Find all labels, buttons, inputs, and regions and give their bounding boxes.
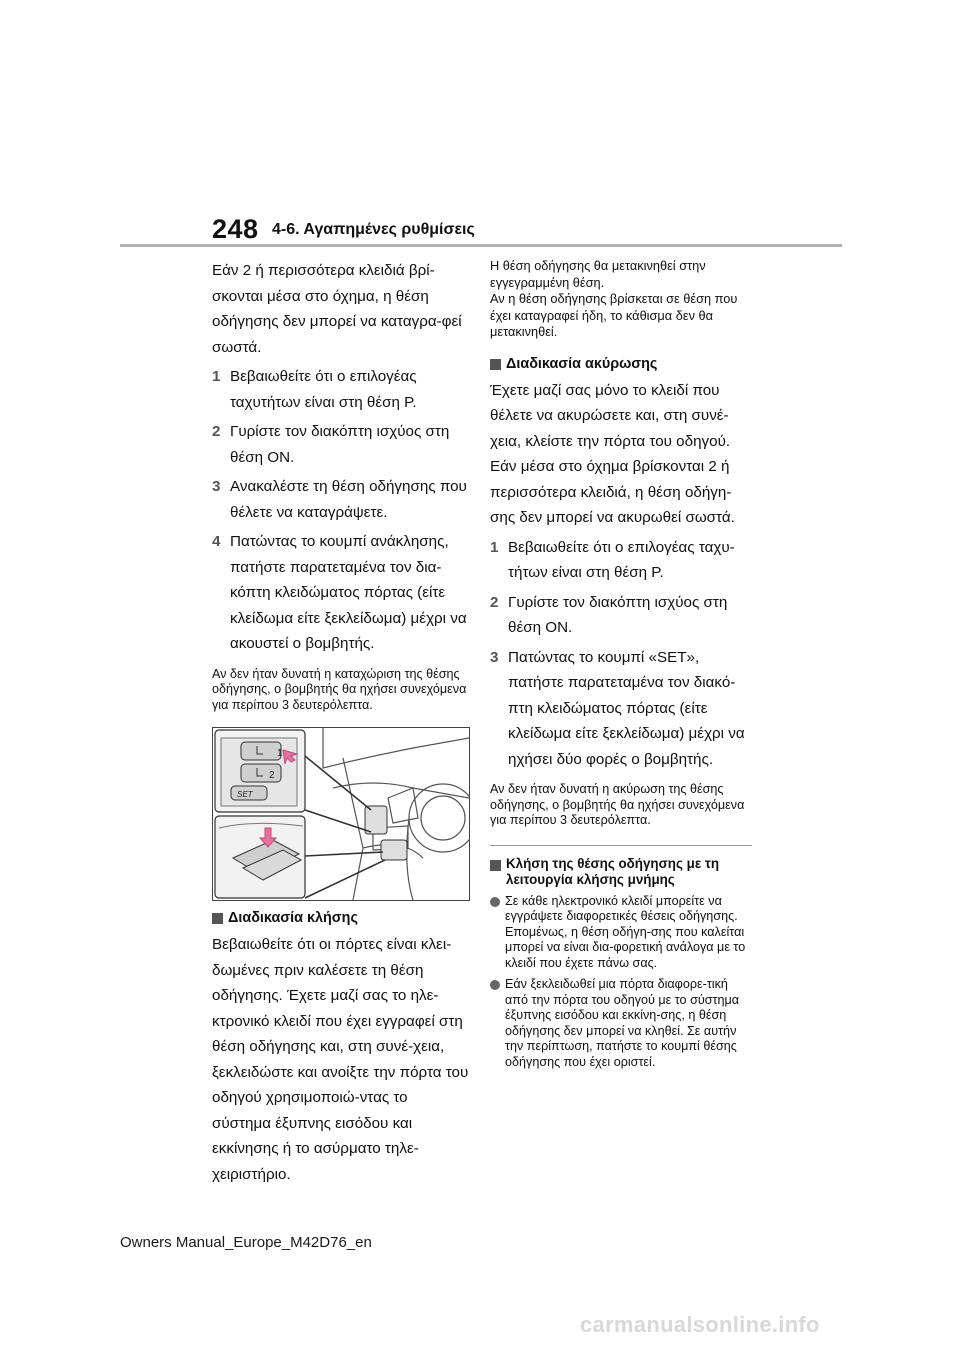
memory-button-2: [241, 764, 281, 782]
step-number: 3: [490, 648, 499, 666]
list-item: [212, 364, 470, 415]
list-item: [490, 535, 752, 586]
note-text: Αν δεν ήταν δυνατή η καταχώριση της θέσης οδήγησης, ο βομβητής θα ηχήσει συνεχόμενα για περίπου 3 δευτερόλεπτα.: [212, 666, 467, 712]
list-item: [212, 419, 470, 470]
memory-2-label: 2: [269, 770, 275, 781]
position-move-note: Η θέση οδήγησης θα μετακινηθεί στην εγγεγραμμένη θέση. Αν η θέση οδήγησης βρίσκεται σε θέση που έχει καταγραφεί ήδη, το κάθισμα δεν θα μετακινηθεί.: [490, 258, 738, 339]
memory-button-1: [241, 742, 281, 760]
list-item: [490, 645, 752, 773]
square-bullet-icon: [490, 359, 501, 370]
recall-heading-text: Διαδικασία κλήσης: [228, 910, 358, 926]
step-text: Πατώντας το κουμπί «SET», πατήστε παρατεταμένα τον διακό-πτη κλειδώματος πόρτας (είτε κλείδωμα είτε ξεκλείδωμα) μέχρι να ηχήσει δύο φορές ο βομβητής.: [508, 648, 745, 768]
square-bullet-icon: [212, 913, 223, 924]
left-column: [212, 258, 470, 1187]
circle-bullet-icon: [490, 980, 500, 990]
step-number: 1: [490, 538, 499, 556]
cancel-heading: [490, 355, 752, 374]
memory-recall-heading: [490, 856, 752, 888]
section-divider: [490, 845, 752, 846]
right-column: [490, 258, 752, 1070]
memory-1-label: 1: [277, 748, 283, 759]
cancel-paragraph: Έχετε μαζί σας μόνο το κλειδί που θέλετε να ακυρώσετε και, στη συνέ-χεια, κλείστε την πόρτα του οδηγού. Εάν μέσα στο όχημα βρίσκονται 2 ή περισσότερα κλειδιά, η θέση οδήγη-σης δεν μπορεί να ακυρωθεί σωστά.: [490, 381, 735, 526]
list-item: [490, 894, 752, 972]
section-title: 4-6. Αγαπημένες ρυθμίσεις: [272, 221, 475, 238]
door-switch-illustration: [212, 727, 470, 901]
page-number: 248: [212, 214, 259, 244]
list-item: [212, 474, 470, 525]
note-text: Αν δεν ήταν δυνατή η ακύρωση της θέσης οδήγησης, ο βομβητής θα ηχήσει συνεχόμενα για περίπου 3 δευτερόλεπτα.: [490, 782, 745, 827]
step-text: Βεβαιωθείτε ότι ο επιλογέας ταχυ-τήτων είναι στη θέση P.: [508, 538, 735, 581]
circle-bullet-icon: [490, 897, 500, 907]
intro-paragraph: Εάν 2 ή περισσότερα κλειδιά βρί-σκονται μέσα στο όχημα, η θέση οδήγησης δεν μπορεί να καταγρα-φεί σωστά.: [212, 262, 462, 356]
step-number: 2: [212, 423, 221, 440]
list-item: [490, 590, 752, 641]
step-number: 3: [212, 478, 221, 495]
step-text: Γυρίστε τον διακόπτη ισχύος στη θέση ON.: [508, 593, 728, 636]
step-text: Ανακαλέστε τη θέση οδήγησης που θέλετε να καταγράψετε.: [230, 478, 467, 521]
manual-footer: Owners Manual_Europe_M42D76_en: [120, 1234, 372, 1251]
square-bullet-icon: [490, 860, 501, 871]
memory-recall-heading-text: Κλήση της θέσης οδήγησης με τη λειτουργία κλήσης μνήμης: [506, 855, 720, 887]
list-item: [490, 977, 752, 1070]
step-number: 4: [212, 533, 221, 550]
step-text: Βεβαιωθείτε ότι ο επιλογέας ταχυτήτων είναι στη θέση P.: [230, 368, 417, 411]
illustration-svg: [213, 728, 469, 900]
bullet-text: Εάν ξεκλειδωθεί μια πόρτα διαφορε-τική από την πόρτα του οδηγού με το σύστημα έξυπνης εισόδου και εκκίνη-σης, η θέση οδήγησης δεν μπορεί να κληθεί. Σε αυτήν την περίπτωση, πατήστε το κουμπί θέσης οδήγησης που έχει οριστεί.: [505, 977, 740, 1069]
step-text: Πατώντας το κουμπί ανάκλησης, πατήστε παρατεταμένα τον δια-κόπτη κλειδώματος πόρτας (είτε κλείδωμα είτε ξεκλείδωμα) μέχρι να ακουστεί ο βομβητής.: [230, 533, 467, 652]
watermark: carmanualsonline.info: [580, 1312, 820, 1337]
cancel-heading-text: Διαδικασία ακύρωσης: [506, 355, 658, 372]
header-divider: [120, 244, 842, 247]
recall-paragraph: Βεβαιωθείτε ότι οι πόρτες είναι κλει-δωμένες πριν καλέσετε τη θέση οδήγησης. Έχετε μαζί σας το ηλε-κτρονικό κλειδί που έχει εγγραφεί στη θέση οδήγησης και, στη συνέ-χεια, ξεκλειδώστε και ανοίξτε την πόρτα του οδηγού χρησιμοποιώ-ντας το σύστημα έξυπνης εισόδου και εκκίνησης ή το ασύρματο τηλε-χειριστήριο.: [212, 936, 469, 1183]
lock-switch-panel: [381, 840, 407, 860]
bullet-text: Σε κάθε ηλεκτρονικό κλειδί μπορείτε να εγγράψετε διαφορετικές θέσεις οδήγησης. Επομένως, η θέση οδήγη-σης που καλείται μπορεί να είναι δια-φορετική ανάλογα με το κλειδί που έχετε πάνω σας.: [505, 893, 746, 970]
step-number: 2: [490, 593, 499, 611]
recall-heading: [212, 909, 470, 928]
step-text: Γυρίστε τον διακόπτη ισχύος στη θέση ON.: [230, 423, 450, 466]
list-item: [212, 529, 470, 657]
step-number: 1: [212, 368, 221, 385]
set-label: SET: [237, 790, 253, 799]
memory-switch-panel: [365, 806, 387, 834]
